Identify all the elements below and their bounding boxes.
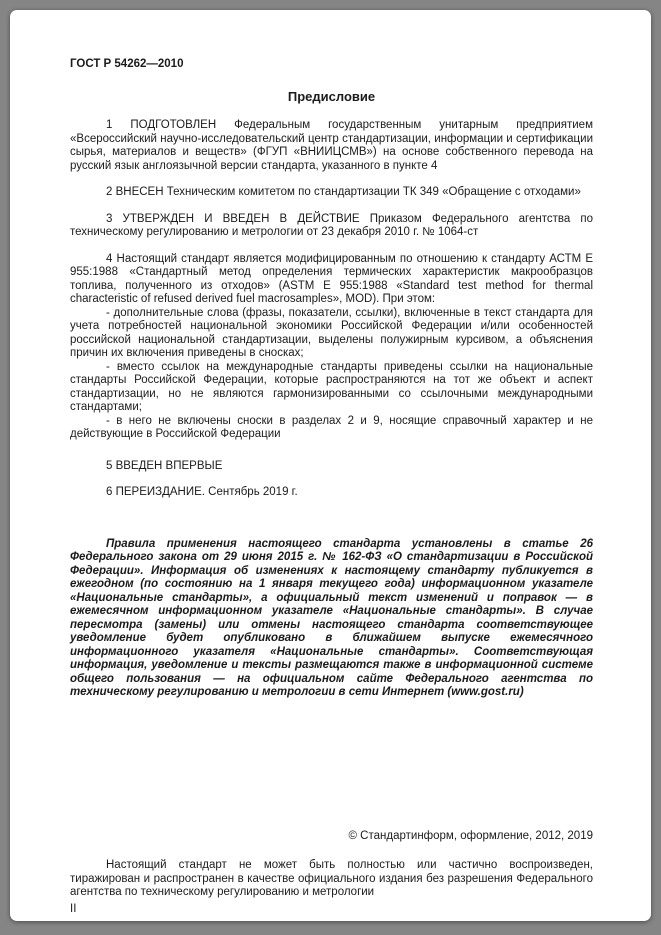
foreword-item-4-bullet-3: - в него не включены сноски в разделах 2 и 9, носящие справочный характер и не действующие в Российской Федерации <box>70 414 593 440</box>
foreword-item-5: 5 ВВЕДЕН ВПЕРВЫЕ <box>106 459 223 472</box>
page-number: II <box>70 902 77 915</box>
foreword-item-3: 3 УТВЕРЖДЕН И ВВЕДЕН В ДЕЙСТВИЕ Приказом Федерального агентства по техническому регулированию и метрологии от 23 декабря 2010 г. № 1064-ст <box>70 212 593 238</box>
foreword-item-4-bullet-1: - дополнительные слова (фразы, показатели, ссылки), включенные в текст стандарта для учета потребностей национальной экономики Российской Федерации и/или особенностей российской национальной стандартизации, выделены полужирным курсивом, а объяснения причин их включения приведены в сносках; <box>70 306 593 359</box>
application-rules-note: Правила применения настоящего стандарта установлены в статье 26 Федерального закона от 29 июня 2015 г. № 162-ФЗ «О стандартизации в Российской Федерации». Информация об изменениях к настоящему стандарту публикуется в ежегодном (по состоянию на 1 января текущего года) информационном указателе «Национальные стандарты», а официальный текст изменений и поправок — в ежемесячном информационном указателе «Национальные стандарты». В случае пересмотра (замены) или отмены настоящего стандарта соответствующее уведомление будет опубликовано в ближайшем выпуске ежемесячного информационного указателя «Национальные стандарты». Соответствующая информация, уведомление и тексты размещаются также в информационной системе общего пользования — на официальном сайте Федерального агентства по техническому регулированию и метрологии в сети Интернет (www.gost.ru) <box>70 537 593 698</box>
foreword-item-2: 2 ВНЕСЕН Техническим комитетом по стандартизации ТК 349 «Обращение с отходами» <box>106 186 581 198</box>
standard-designation: ГОСТ Р 54262—2010 <box>70 58 184 70</box>
reproduction-restriction-note: Настоящий стандарт не может быть полностью или частично воспроизведен, тиражирован и распространен в качестве официального издания без разрешения Федерального агентства по техническому регулированию и метрологии <box>70 859 593 898</box>
document-page <box>10 10 651 921</box>
foreword-item-6: 6 ПЕРЕИЗДАНИЕ. Сентябрь 2019 г. <box>106 486 298 498</box>
copyright-line: © Стандартинформ, оформление, 2012, 2019 <box>348 829 593 842</box>
foreword-item-1: 1 ПОДГОТОВЛЕН Федеральным государственным унитарным предприятием «Всероссийский научно-исследовательский центр стандартизации, информации и сертификации сырья, материалов и веществ» (ФГУП «ВНИИЦСМВ») на основе собственного перевода на русский язык англоязычной версии стандарта, указанного в пункте 4 <box>70 119 593 172</box>
foreword-item-4-bullet-2: - вместо ссылок на международные стандарты приведены ссылки на национальные стандарты Российской Федерации, которые распространяются на тот же объект и аспект стандартизации, но не являются гармонизированными со ссылочными международными стандартами; <box>70 360 593 413</box>
page-title: Предисловие <box>287 88 376 104</box>
foreword-item-4-intro: 4 Настоящий стандарт является модифицированным по отношению к стандарту АСТМ Е 955:1988 «Стандартный метод определения термических характеристик макрообразцов топлива, полученного из отходов» (ASTM Е 955:1988 «Standard test method for thermal characteristic of refused derived fuel macrosamples», MOD). При этом: <box>70 252 593 305</box>
